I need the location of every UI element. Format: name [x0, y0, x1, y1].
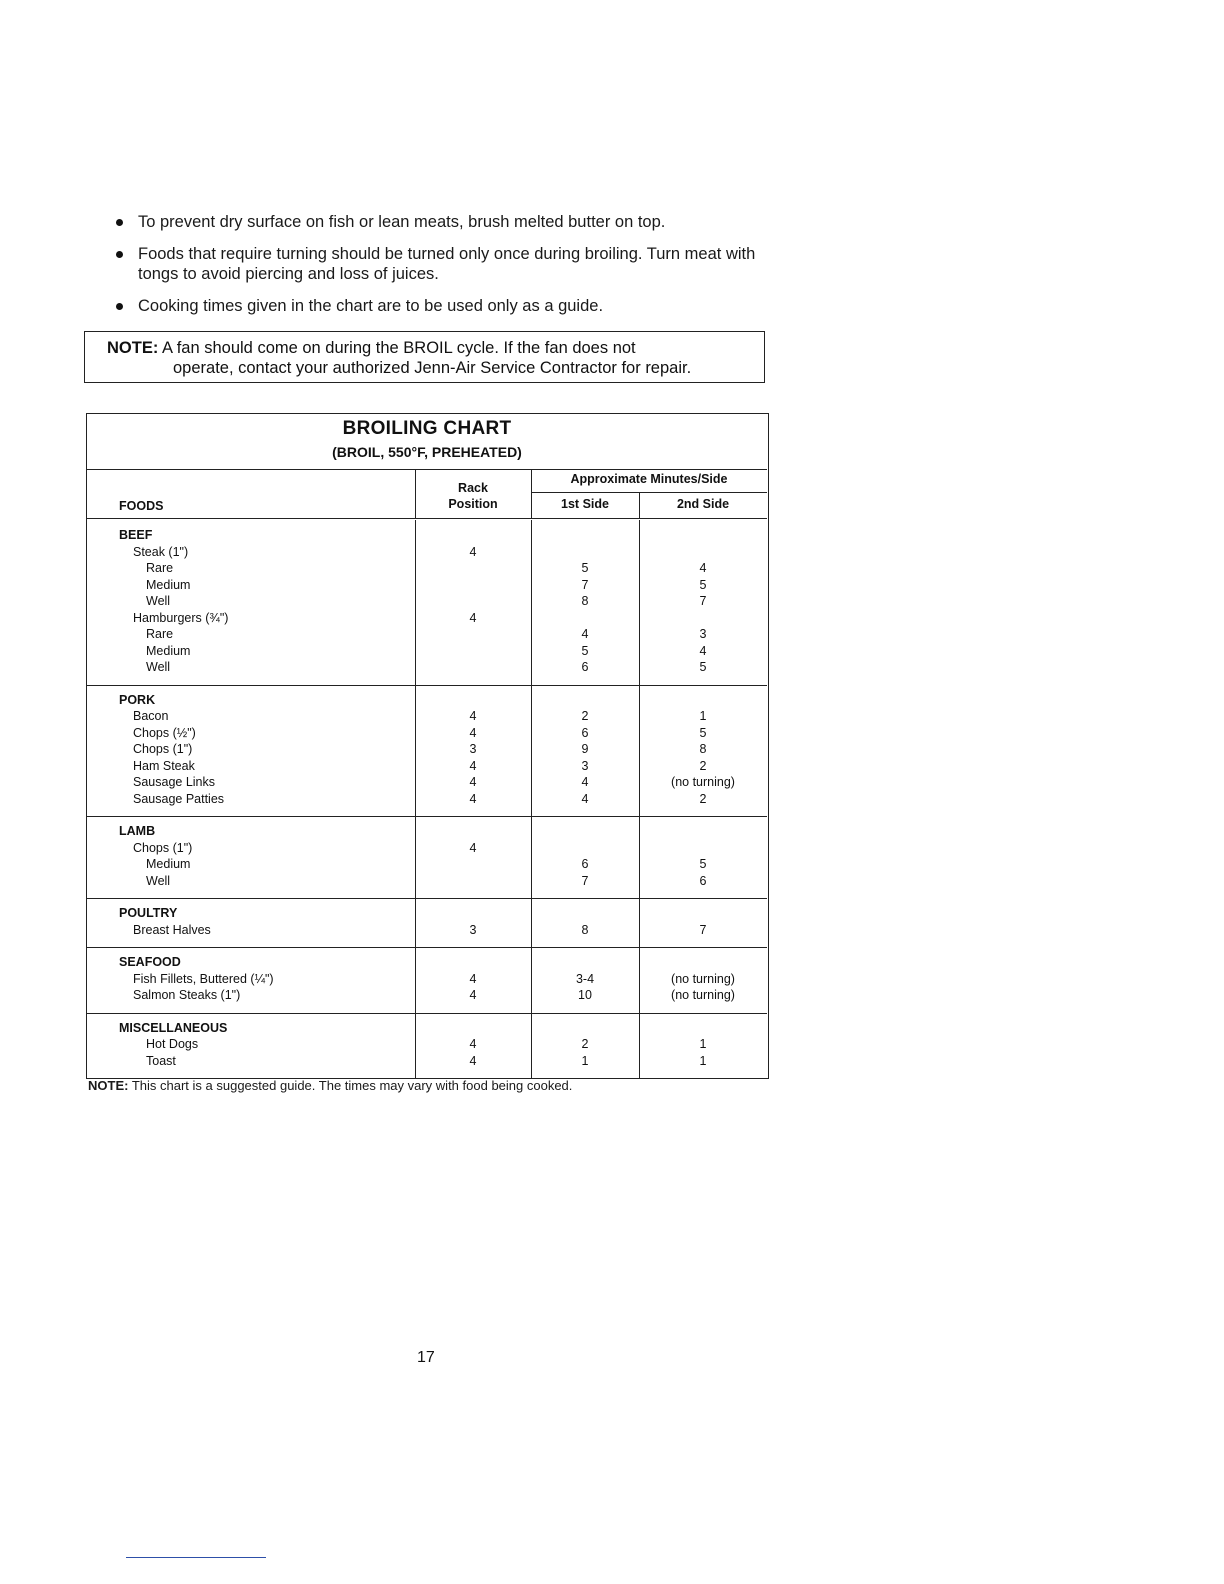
second-side-minutes: 5 [699, 577, 707, 592]
first-side-minutes: 4 [581, 627, 589, 641]
rack-position-value: 4 [469, 1053, 477, 1068]
food-name: Toast [146, 1053, 176, 1068]
column-divider [531, 520, 532, 1078]
rack-position-value: 4 [469, 840, 477, 855]
food-name: Chops (1") [133, 840, 193, 855]
food-name: Chops (1") [133, 742, 193, 756]
rack-position-value: 3 [469, 742, 477, 756]
second-side-minutes: 7 [699, 594, 707, 608]
first-side-minutes: 8 [581, 594, 589, 608]
rack-position-value: 4 [469, 971, 477, 986]
food-name: Well [146, 873, 171, 888]
food-name: Rare [146, 627, 174, 641]
rack-header-line2: Position [448, 497, 498, 511]
section-divider [87, 947, 767, 948]
food-name: Steak (1") [133, 544, 189, 559]
food-name: Medium [146, 643, 191, 658]
first-side-minutes: 7 [581, 577, 589, 592]
rack-position-value: 3 [469, 922, 477, 937]
second-side-minutes: 1 [699, 1037, 707, 1051]
food-name: Ham Steak [133, 758, 195, 773]
chart-footnote: NOTE: This chart is a suggested guide. The times may vary with food being cooked. [88, 1078, 573, 1093]
note-line-2: operate, contact your authorized Jenn-Air Service Contractor for repair. [173, 359, 692, 377]
foods-header: FOODS [119, 499, 164, 513]
section-divider [87, 685, 767, 686]
second-side-minutes: 4 [699, 643, 707, 658]
bullet-icon [116, 303, 123, 310]
food-name: Chops (½") [133, 725, 196, 740]
first-side-minutes: 2 [581, 709, 589, 723]
second-side-minutes: (no turning) [671, 775, 735, 789]
second-side-minutes: (no turning) [671, 971, 735, 986]
first-side-header: 1st Side [561, 497, 609, 511]
tips-list [112, 212, 772, 328]
first-side-minutes: 9 [581, 742, 589, 756]
second-side-header: 2nd Side [676, 497, 730, 511]
rack-position-value: 4 [469, 988, 477, 1002]
food-name: Fish Fillets, Buttered (¼") [133, 971, 274, 986]
second-side-minutes: 5 [699, 857, 707, 871]
bullet-icon [116, 219, 123, 226]
category-label: BEEF [119, 528, 153, 542]
food-name: Bacon [133, 709, 169, 723]
food-name: Sausage Links [133, 775, 216, 789]
second-side-minutes: (no turning) [671, 988, 735, 1002]
first-side-minutes: 4 [581, 775, 589, 789]
food-name: Rare [146, 561, 174, 575]
first-side-minutes: 1 [581, 1053, 589, 1068]
note-label: NOTE: [107, 339, 159, 357]
category-label: LAMB [119, 824, 156, 838]
category-label: POULTRY [119, 906, 178, 920]
second-side-minutes: 1 [699, 1053, 707, 1068]
note-line-1: A fan should come on during the BROIL cycle. If the fan does not [162, 339, 636, 357]
food-name: Well [146, 594, 171, 608]
rack-header-line1: Rack [458, 481, 488, 495]
food-name: Medium [146, 857, 191, 871]
first-side-minutes: 3 [581, 758, 589, 773]
first-side-minutes: 8 [581, 922, 589, 937]
chart-subtitle: (BROIL, 550°F, PREHEATED) [332, 444, 522, 460]
first-side-minutes: 5 [581, 643, 589, 658]
second-side-minutes: 5 [699, 725, 707, 740]
food-name: Medium [146, 577, 191, 592]
column-divider [415, 520, 416, 1078]
second-side-minutes: 7 [699, 922, 707, 937]
first-side-minutes: 6 [581, 857, 589, 871]
first-side-minutes: 4 [581, 791, 589, 806]
rack-position-value: 4 [469, 775, 477, 789]
rack-position-value: 4 [469, 709, 477, 723]
category-label: MISCELLANEOUS [119, 1020, 228, 1035]
second-side-minutes: 8 [699, 742, 707, 756]
bullet-icon [116, 251, 123, 258]
rack-position-value: 4 [469, 758, 477, 773]
section-divider [87, 1013, 767, 1014]
first-side-minutes: 5 [581, 561, 589, 575]
rack-position-value: 4 [469, 1037, 477, 1051]
food-name: Salmon Steaks (1") [133, 988, 241, 1002]
fan-note-box [84, 331, 765, 383]
tip-item: Cooking times given in the chart are to be used only as a guide. [112, 296, 772, 316]
rack-position-value: 4 [469, 544, 477, 559]
section-divider [87, 898, 767, 899]
first-side-minutes: 10 [578, 988, 592, 1002]
bottom-rule [126, 1557, 266, 1558]
first-side-minutes: 7 [581, 873, 589, 888]
rack-position-value: 4 [469, 725, 477, 740]
header-bottom-rule [87, 518, 767, 519]
second-side-minutes: 2 [699, 758, 707, 773]
first-side-minutes: 2 [581, 1037, 589, 1051]
approx-header: Approximate Minutes/Side [570, 472, 728, 486]
rack-position-value: 4 [469, 610, 477, 625]
food-name: Hamburgers (¾") [133, 610, 229, 625]
chart-title: BROILING CHART [342, 418, 512, 439]
second-side-minutes: 5 [699, 660, 707, 674]
food-name: Breast Halves [133, 922, 211, 937]
food-name: Well [146, 660, 171, 674]
header-top-rule [87, 469, 767, 470]
first-side-minutes: 3-4 [575, 971, 595, 986]
second-side-minutes: 6 [699, 873, 707, 888]
page-number: 17 [417, 1349, 435, 1366]
approx-sub-rule [531, 492, 767, 493]
second-side-minutes: 4 [699, 561, 707, 575]
first-side-minutes: 6 [581, 660, 589, 674]
column-divider [639, 520, 640, 1078]
second-side-minutes: 3 [699, 627, 707, 641]
section-divider [87, 816, 767, 817]
category-label: SEAFOOD [119, 955, 181, 969]
category-label: PORK [119, 692, 156, 707]
rack-position-value: 4 [469, 791, 477, 806]
first-side-minutes: 6 [581, 725, 589, 740]
food-name: Hot Dogs [146, 1037, 199, 1051]
second-side-minutes: 1 [699, 709, 707, 723]
tip-item: To prevent dry surface on fish or lean meats, brush melted butter on top. [112, 212, 772, 232]
tip-item: Foods that require turning should be turned only once during broiling. Turn meat with tongs to avoid piercing and loss of juices. [112, 244, 772, 284]
food-name: Sausage Patties [133, 791, 225, 806]
broiling-chart [86, 413, 769, 1079]
second-side-minutes: 2 [699, 791, 707, 806]
